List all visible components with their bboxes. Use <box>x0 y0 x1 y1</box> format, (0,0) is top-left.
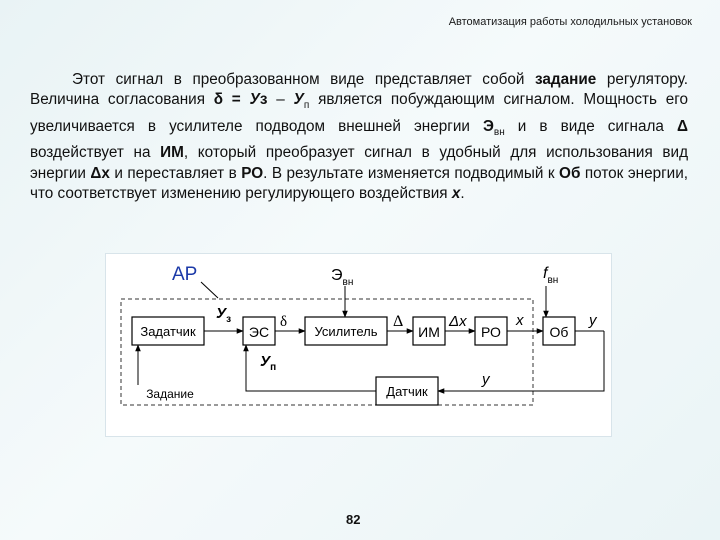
paragraph-run: РО <box>241 164 264 182</box>
paragraph-run: x <box>451 185 461 203</box>
paragraph-run: задание <box>534 71 597 88</box>
paragraph-run: . В результате изменяется подводимый к <box>263 164 560 182</box>
paragraph-run: Δ <box>677 117 689 135</box>
body-paragraph <box>30 70 688 205</box>
paragraph-run: Этот сигнал в преобразованном виде представляет собой <box>72 71 535 88</box>
diagram-svg <box>106 254 611 436</box>
ob-label: Об <box>549 324 569 340</box>
paragraph-text <box>30 71 688 202</box>
page-number: 82 <box>346 512 361 527</box>
paragraph-run: , который преобразует сигнал в удобный для использования вид энергии <box>30 144 688 182</box>
y-feedback-label: у <box>482 371 490 388</box>
paragraph-run: – <box>267 91 294 109</box>
paragraph-run: регулятору. Величина согласования <box>30 71 688 109</box>
paragraph-run: вн <box>493 126 505 138</box>
paragraph-run: δ = <box>213 91 250 109</box>
ar-label: АР <box>172 264 198 285</box>
ro-label: РО <box>481 324 501 340</box>
delta-label: Δ <box>393 313 404 330</box>
up-label: $У_п$ <box>260 353 277 373</box>
paragraph-run: и переставляет в <box>109 164 242 182</box>
im-label: ИМ <box>418 324 440 340</box>
datchik-label: Датчик <box>386 384 428 399</box>
paragraph-run: з <box>259 91 268 109</box>
evn-label: $Э_{вн}$ <box>331 267 354 288</box>
fvn-label: $f_{вн}$ <box>543 265 559 286</box>
paragraph-run: является побуждающим сигналом. Мощность его увеличивается в усилителе подводом внешней энергии <box>30 91 688 135</box>
zadatchik-label: Задатчик <box>140 324 196 339</box>
feedback-line <box>438 331 604 391</box>
paragraph-run: У <box>293 91 304 109</box>
y-out-label: у <box>589 312 597 329</box>
ar-leader <box>201 282 218 298</box>
running-header: Автоматизация работы холодильных установок <box>448 16 692 28</box>
paragraph-run: п <box>303 100 310 112</box>
paragraph-run: поток энергии, что соответствует изменению регулирующего воздействия <box>30 164 689 203</box>
control-system-diagram <box>105 253 612 437</box>
paragraph-run: и в виде сигнала <box>504 117 678 135</box>
zadanie-label: Задание <box>146 387 194 401</box>
paragraph-run: Э <box>483 117 494 135</box>
paragraph-run: Δx <box>90 164 110 182</box>
delta-x-label: Δх <box>449 313 467 330</box>
uz-label: $У_з$ <box>216 305 232 325</box>
usilitel-label: Усилитель <box>314 324 378 339</box>
paragraph-run: воздействует на <box>30 144 161 162</box>
paragraph-run: У <box>249 91 260 109</box>
delta-small-label: δ <box>280 314 288 330</box>
x-label: х <box>516 312 524 329</box>
paragraph-run: . <box>460 185 465 203</box>
paragraph-run: ИМ <box>160 144 184 162</box>
es-label: ЭС <box>248 324 270 340</box>
paragraph-run: Об <box>559 164 581 182</box>
